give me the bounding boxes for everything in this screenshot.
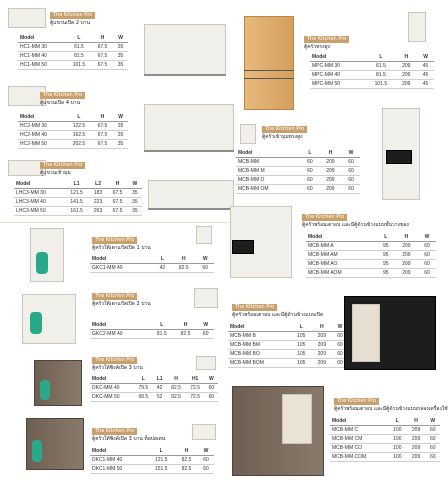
table-cell: MCB-MM AM <box>306 251 377 260</box>
column-header: L <box>377 232 395 242</box>
table-cell: HC1-MM 40 <box>18 52 66 61</box>
table-cell: MCB-MM COM <box>330 453 388 462</box>
mcb-subtitle: ตู้ครัวเข้ามุมทรงสูง <box>262 134 303 140</box>
table-row <box>18 43 128 52</box>
table-cell: 209 <box>312 359 333 368</box>
table-cell: MCB-MM BO <box>228 350 291 359</box>
table-cell: MPC-MM 40 <box>310 71 366 80</box>
table-cell: 209 <box>407 444 426 453</box>
table-cell: 209 <box>319 185 342 194</box>
table-cell: MPC-MM 50 <box>310 80 366 89</box>
table-cell: 162.5 <box>66 131 92 140</box>
column-header: L <box>66 33 92 43</box>
table-row <box>18 140 128 149</box>
table-cell: 60 <box>425 426 440 435</box>
table-cell: 72.5 <box>186 384 205 393</box>
table-cell: 209 <box>407 435 426 444</box>
table-row <box>18 61 128 70</box>
table-cell: 60 <box>342 176 360 185</box>
column-header: H <box>92 112 113 122</box>
table-row <box>236 185 360 194</box>
mpc-spec-table <box>310 52 434 89</box>
table-cell: 209 <box>395 269 418 278</box>
hc1-diagram <box>8 8 46 28</box>
column-header: L <box>154 254 172 264</box>
table-cell: 60 <box>197 330 214 339</box>
table-cell: 45 <box>417 80 434 89</box>
lhc3-spec-table <box>14 179 142 216</box>
table-cell: 67.5 <box>92 43 113 52</box>
table-cell: 95 <box>377 251 395 260</box>
table-row <box>14 189 142 198</box>
lhc3-tag: The Kitchen Pro <box>40 162 85 169</box>
column-header: Model <box>90 446 147 456</box>
mpc-tag: The Kitchen Pro <box>304 36 349 43</box>
table-cell: 95 <box>377 260 395 269</box>
column-header: L <box>150 320 174 330</box>
mcb-b-spec-table <box>228 322 348 368</box>
table-cell: 105 <box>291 350 312 359</box>
table-cell: 81.5 <box>66 52 92 61</box>
column-header: Model <box>18 112 66 122</box>
mcb-tag: The Kitchen Pro <box>262 126 307 133</box>
table-cell: 35 <box>128 207 142 216</box>
column-header: L <box>366 52 395 62</box>
table-cell: 61.5 <box>66 43 92 52</box>
hc2-spec-table <box>18 112 128 149</box>
table-cell: 60 <box>198 465 214 474</box>
table-row <box>90 264 214 273</box>
table-cell: MCB-MM O <box>236 176 301 185</box>
mcb-spec-table <box>236 148 360 194</box>
table-cell: 101.5 <box>366 80 395 89</box>
table-cell: MCB-MM BM <box>228 341 291 350</box>
table-row <box>90 384 218 393</box>
table-cell: 60 <box>332 332 348 341</box>
dkc-tag: The Kitchen Pro <box>92 357 137 364</box>
mcb-diagram <box>240 124 256 144</box>
mcb-a-tag: The Kitchen Pro <box>302 214 347 221</box>
table-cell: 100 <box>388 444 407 453</box>
table-row <box>306 242 436 251</box>
table-cell: 35 <box>113 140 128 149</box>
table-cell: 100 <box>388 435 407 444</box>
table-cell: 82.5 <box>175 465 198 474</box>
column-header: H <box>167 374 186 384</box>
mcb-b-subtitle: ตู้ครัวพร้อมเตาอบ และมีตู้ด้านข้างแบบเปิด <box>232 312 324 318</box>
table-cell: 105 <box>291 332 312 341</box>
gkc2-tag: The Kitchen Pro <box>92 293 137 300</box>
table-cell: 82.5 <box>167 393 186 402</box>
gkc1-subtitle: ตู้ครัวใต้เตาแก๊สเปิด 1 บาน <box>92 245 151 251</box>
table-cell: 79.5 <box>134 384 153 393</box>
table-cell: 60 <box>418 269 436 278</box>
column-header: W <box>197 320 214 330</box>
table-cell: 35 <box>113 43 128 52</box>
table-cell: MCB-MM CO <box>330 444 388 453</box>
table-cell: 67.5 <box>92 61 113 70</box>
table-row <box>306 260 436 269</box>
table-cell: 81.5 <box>366 71 395 80</box>
table-cell: LHC3-MM 50 <box>14 207 64 216</box>
column-header: W <box>425 416 440 426</box>
table-cell: 42 <box>154 264 172 273</box>
table-row <box>228 341 348 350</box>
table-row <box>90 393 218 402</box>
table-row <box>310 62 434 71</box>
table-row <box>18 122 128 131</box>
column-header: Model <box>18 33 66 43</box>
table-cell: 209 <box>312 341 333 350</box>
column-header: W <box>418 232 436 242</box>
column-header: Model <box>14 179 64 189</box>
lhc3-product-image <box>148 180 234 210</box>
column-header: W <box>198 446 214 456</box>
table-cell: 67.5 <box>92 131 113 140</box>
column-header: Model <box>90 374 134 384</box>
mcb-b-tag: The Kitchen Pro <box>232 304 277 311</box>
column-header: W <box>332 322 348 332</box>
table-cell: DKC1-MM 50 <box>90 465 147 474</box>
column-header: Model <box>236 148 301 158</box>
table-cell: 209 <box>395 242 418 251</box>
table-cell: 263 <box>89 207 107 216</box>
table-cell: MPC-MM 30 <box>310 62 366 71</box>
gkc2-diagram <box>194 288 218 308</box>
table-cell: 35 <box>113 61 128 70</box>
table-cell: 82.5 <box>171 264 196 273</box>
table-cell: 105 <box>291 341 312 350</box>
table-cell: GKC2-MM 40 <box>90 330 150 339</box>
column-header: W <box>342 148 360 158</box>
gkc2-spec-table <box>90 320 214 339</box>
column-header: Model <box>310 52 366 62</box>
column-header: H <box>395 232 418 242</box>
table-row <box>330 426 440 435</box>
table-cell: MCB-MM A <box>306 242 377 251</box>
table-row <box>228 350 348 359</box>
table-cell: HC2-MM 50 <box>18 140 66 149</box>
column-header: Model <box>306 232 377 242</box>
column-header: H <box>312 322 333 332</box>
column-header: H <box>171 254 196 264</box>
table-cell: MCB-MM CM <box>330 435 388 444</box>
table-cell: MCB-MM BOM <box>228 359 291 368</box>
table-cell: 67.5 <box>92 140 113 149</box>
table-cell: 67.5 <box>107 207 127 216</box>
table-cell: MCB-MM OM <box>236 185 301 194</box>
dkc1-subtitle: ตู้ครัวใต้ซิงค์เปิด 3 บาน ท็อปสเตน <box>92 436 166 442</box>
lhc3-subtitle: ตู้แขวนเข้ามุม <box>40 170 71 176</box>
hc1-spec-table <box>18 33 128 70</box>
table-cell: 105 <box>291 359 312 368</box>
table-cell: HC2-MM 30 <box>18 122 66 131</box>
hc2-subtitle: ตู้แขวนเปิด 4 บาน <box>40 100 81 106</box>
column-header: L <box>66 112 92 122</box>
table-cell: 60 <box>301 185 319 194</box>
table-cell: 209 <box>319 176 342 185</box>
table-cell: 60 <box>205 384 218 393</box>
table-row <box>330 435 440 444</box>
table-cell: HC1-MM 50 <box>18 61 66 70</box>
table-cell: MCB-MM B <box>228 332 291 341</box>
table-cell: MCB-MM AO <box>306 260 377 269</box>
table-cell: 60 <box>205 393 218 402</box>
column-header: H <box>175 446 198 456</box>
table-cell: 100 <box>388 453 407 462</box>
table-cell: 209 <box>395 80 417 89</box>
table-cell: MCB-MM C <box>330 426 388 435</box>
table-cell: 121.5 <box>147 456 175 465</box>
table-cell: 67.5 <box>107 198 127 207</box>
table-row <box>14 198 142 207</box>
mcb-c-subtitle: ตู้ครัวพร้อมเตาอบ และมีตู้ด้านข้างแบบกล่องเครื่องใช้ <box>334 406 448 412</box>
column-header: H <box>174 320 198 330</box>
hc2-product-image <box>144 104 234 152</box>
table-cell: DKC-MM 50 <box>90 393 134 402</box>
table-cell: 151.5 <box>147 465 175 474</box>
column-header: W <box>113 33 128 43</box>
table-cell: 95 <box>377 242 395 251</box>
column-header: L2 <box>89 179 107 189</box>
table-cell: 95 <box>377 269 395 278</box>
table-row <box>236 158 360 167</box>
table-cell: 82.5 <box>175 456 198 465</box>
table-cell: 223 <box>89 198 107 207</box>
mpc-product-image <box>244 16 294 110</box>
table-row <box>310 71 434 80</box>
column-header: H <box>319 148 342 158</box>
column-header: L1 <box>64 179 89 189</box>
table-cell: 60 <box>196 264 214 273</box>
table-cell: 209 <box>395 71 417 80</box>
table-cell: 60 <box>332 350 348 359</box>
gkc1-spec-table <box>90 254 214 273</box>
table-cell: 81.5 <box>150 330 174 339</box>
table-row <box>18 131 128 140</box>
mpc-subtitle: ตู้ครัวทรงสูง <box>304 44 331 50</box>
table-cell: 60 <box>418 251 436 260</box>
mcb-a-subtitle: ตู้ครัวพร้อมเตาอบ และมีตู้ด้านข้างแบบชั้นวางของ <box>302 222 409 228</box>
table-row <box>228 359 348 368</box>
table-row <box>310 80 434 89</box>
mcb-a-spec-table <box>306 232 436 278</box>
table-cell: 161.5 <box>64 207 89 216</box>
gkc1-diagram <box>196 226 212 244</box>
table-cell: 60 <box>332 359 348 368</box>
table-cell: 42 <box>153 384 167 393</box>
table-row <box>236 176 360 185</box>
hc1-subtitle: ตู้แขวนเปิด 2 บาน <box>50 20 91 26</box>
table-cell: LHC3-MM 40 <box>14 198 64 207</box>
table-cell: 60 <box>301 176 319 185</box>
dkc-spec-table <box>90 374 218 402</box>
table-cell: 60 <box>332 341 348 350</box>
table-cell: 209 <box>395 251 418 260</box>
column-header: L <box>301 148 319 158</box>
dkc1-spec-table <box>90 446 214 474</box>
table-cell: 35 <box>128 189 142 198</box>
mpc-diagram <box>408 12 426 42</box>
table-cell: 35 <box>113 122 128 131</box>
table-cell: 67.5 <box>92 52 113 61</box>
table-cell: 121.5 <box>64 189 89 198</box>
column-header: H <box>92 33 113 43</box>
table-cell: 209 <box>319 167 342 176</box>
hc2-tag: The Kitchen Pro <box>40 92 85 99</box>
column-header: H <box>107 179 127 189</box>
column-header: H <box>395 52 417 62</box>
table-cell: 60 <box>301 158 319 167</box>
dkc1-diagram <box>192 424 216 440</box>
column-header: W <box>128 179 142 189</box>
table-cell: 209 <box>395 260 418 269</box>
table-cell: 60 <box>342 167 360 176</box>
table-cell: 60 <box>198 456 214 465</box>
column-header: Model <box>90 254 154 264</box>
table-cell: 60 <box>425 435 440 444</box>
table-row <box>306 251 436 260</box>
table-cell: MCB-MM AOM <box>306 269 377 278</box>
table-row <box>228 332 348 341</box>
table-cell: 202.5 <box>66 140 92 149</box>
table-cell: 209 <box>407 453 426 462</box>
column-header: W <box>113 112 128 122</box>
table-row <box>330 453 440 462</box>
table-cell: 60 <box>342 185 360 194</box>
table-cell: 82.5 <box>167 384 186 393</box>
table-cell: DKC1-MM 40 <box>90 456 147 465</box>
column-header: L <box>147 446 175 456</box>
table-cell: DKC-MM 40 <box>90 384 134 393</box>
table-cell: 209 <box>312 332 333 341</box>
table-row <box>90 465 214 474</box>
table-cell: 61.5 <box>366 62 395 71</box>
hc1-tag: The Kitchen Pro <box>50 12 95 19</box>
table-cell: HC2-MM 40 <box>18 131 66 140</box>
dkc-subtitle: ตู้ครัวใต้ซิงค์เปิด 3 บาน <box>92 365 143 371</box>
table-cell: 99.5 <box>134 393 153 402</box>
column-header: H <box>407 416 426 426</box>
column-header: W <box>205 374 218 384</box>
table-cell: 60 <box>425 444 440 453</box>
table-cell: 209 <box>312 350 333 359</box>
table-cell: GKC1-MM 40 <box>90 264 154 273</box>
column-header: Model <box>90 320 150 330</box>
table-cell: 60 <box>425 453 440 462</box>
table-cell: 101.5 <box>66 61 92 70</box>
table-cell: 60 <box>418 242 436 251</box>
table-cell: 60 <box>342 158 360 167</box>
column-header: H1 <box>186 374 205 384</box>
table-cell: HC1-MM 30 <box>18 43 66 52</box>
dkc1-tag: The Kitchen Pro <box>92 428 137 435</box>
table-cell: LHC3-MM 30 <box>14 189 64 198</box>
table-cell: 209 <box>395 62 417 71</box>
column-header: Model <box>228 322 291 332</box>
table-cell: 72.5 <box>186 393 205 402</box>
table-cell: MCB-MM M <box>236 167 301 176</box>
column-header: Model <box>330 416 388 426</box>
column-header: L <box>134 374 153 384</box>
table-cell: 141.5 <box>64 198 89 207</box>
table-cell: 209 <box>407 426 426 435</box>
dkc-diagram <box>196 356 216 370</box>
table-row <box>330 444 440 453</box>
table-cell: 35 <box>113 131 128 140</box>
mcb-c-spec-table <box>330 416 440 462</box>
table-cell: 60 <box>418 260 436 269</box>
hc1-product-image <box>144 24 226 76</box>
table-cell: 35 <box>128 198 142 207</box>
table-cell: 35 <box>113 52 128 61</box>
table-cell: 52 <box>153 393 167 402</box>
table-row <box>90 456 214 465</box>
column-header: W <box>196 254 214 264</box>
gkc2-subtitle: ตู้ครัวใต้เตาแก๊สเปิด 2 บาน <box>92 301 151 307</box>
table-cell: 209 <box>319 158 342 167</box>
table-cell: MCB-MM <box>236 158 301 167</box>
table-cell: 67.5 <box>92 122 113 131</box>
table-cell: 45 <box>417 71 434 80</box>
table-row <box>306 269 436 278</box>
table-row <box>236 167 360 176</box>
column-header: L1 <box>153 374 167 384</box>
column-header: L <box>291 322 312 332</box>
table-cell: 60 <box>301 167 319 176</box>
table-cell: 67.5 <box>107 189 127 198</box>
column-header: L <box>388 416 407 426</box>
mcb-c-tag: The Kitchen Pro <box>334 398 379 405</box>
gkc1-tag: The Kitchen Pro <box>92 237 137 244</box>
table-row <box>90 330 214 339</box>
table-cell: 183 <box>89 189 107 198</box>
table-row <box>14 207 142 216</box>
table-cell: 82.5 <box>174 330 198 339</box>
table-cell: 45 <box>417 62 434 71</box>
table-row <box>18 52 128 61</box>
table-cell: 100 <box>388 426 407 435</box>
column-header: W <box>417 52 434 62</box>
table-cell: 122.5 <box>66 122 92 131</box>
